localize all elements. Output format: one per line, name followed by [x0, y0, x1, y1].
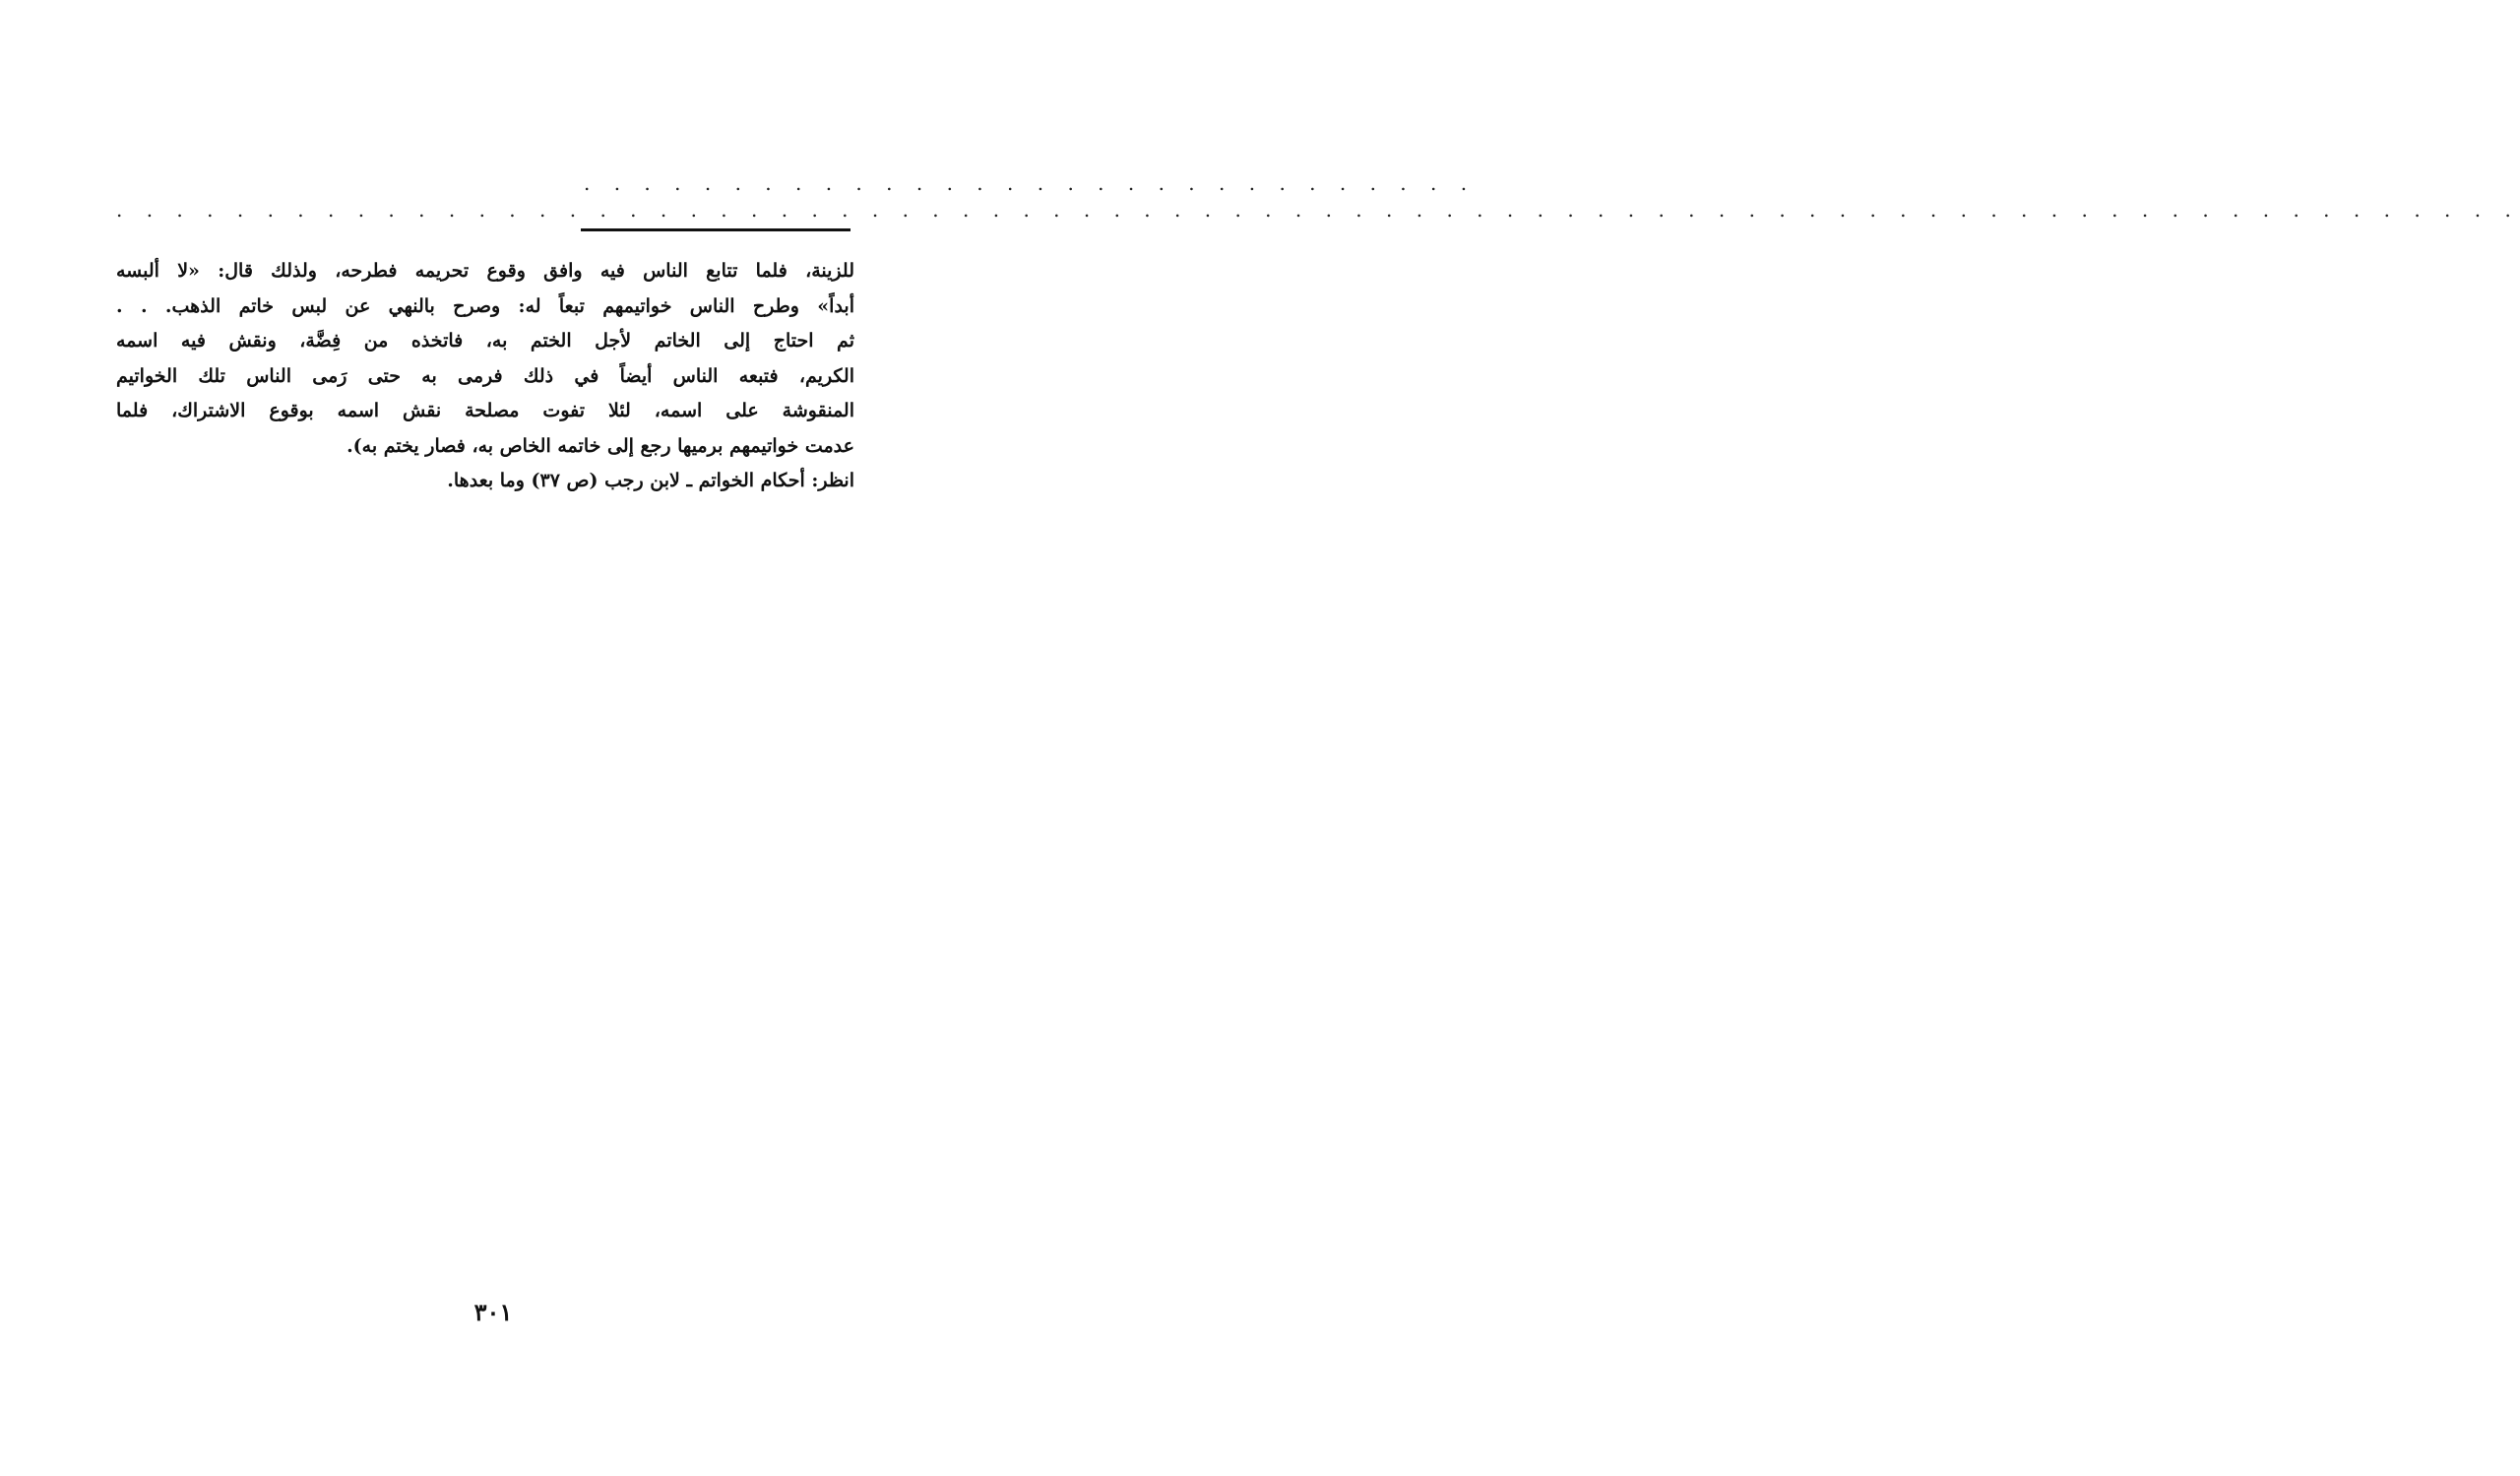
footnote-line-2: أبداً» وطرح الناس خواتيمهم تبعاً له: وصرح بالنهي عن لبس خاتم الذهب. . . [116, 294, 854, 317]
footnote-block [116, 254, 854, 499]
footnote-line-6: عدمت خواتيمهم برميها رجع إلى خاتمه الخاص به، فصار يختم به). [346, 434, 854, 457]
footnote-line-3: ثم احتاج إلى الخاتم لأجل الختم به، فاتخذه من فِضَّة، ونقش فيه اسمه [116, 330, 854, 352]
separator-dots-top: . . . . . . . . . . . . . . . . . . . . . . . . . . . . . . [584, 171, 1477, 195]
page-number: ٣٠١ [473, 1298, 513, 1326]
footnote-line-1: للزينة، فلما تتابع الناس فيه وافق وقوع تحريمه فطرحه، ولذلك قال: «لا ألبسه [116, 260, 854, 282]
footnote-line-7: انظر: أحكام الخواتم ـ لابن رجب (ص ٣٧) وما بعدها. [447, 470, 854, 491]
footnote-line-4: الكريم، فتبعه الناس أيضاً في ذلك فرمى به حتى رَمى الناس تلك الخواتيم [116, 364, 854, 387]
footnote-rule [581, 228, 850, 231]
separator-dots-bottom: . . . . . . . . . . . . . . . . . . . . . . . . . . . . . . . . . . . . . . . . . . . . . . . . . . . . . . . . . . . . . . . . . . . . . . . . . . . . . . . . [116, 198, 2520, 222]
footnote-line-5: المنقوشة على اسمه، لئلا تفوت مصلحة نقش اسمه بوقوع الاشتراك، فلما [116, 400, 854, 421]
